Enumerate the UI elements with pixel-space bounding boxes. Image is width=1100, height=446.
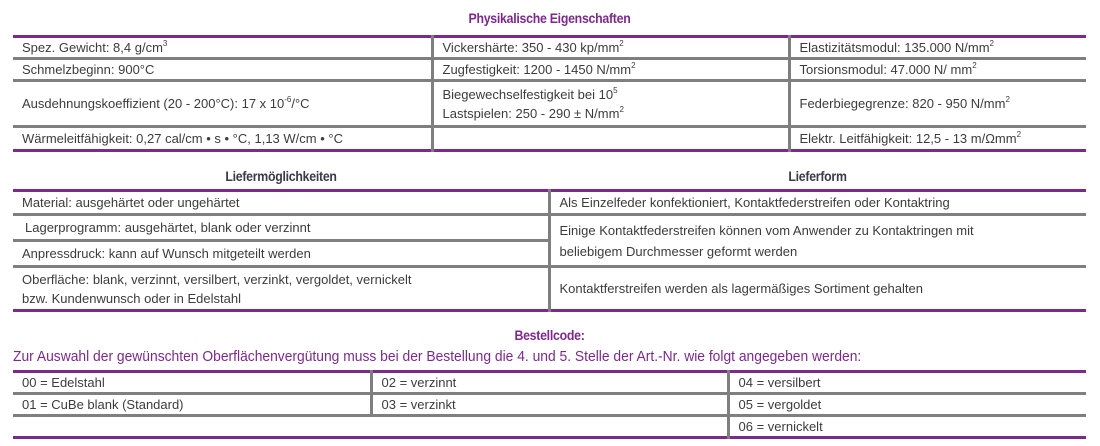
table-cell — [371, 416, 728, 438]
delivery-options-title: Liefermöglichkeiten — [225, 168, 337, 184]
table-cell: Elektr. Leitfähigkeit: 12,5 - 13 m/Ωmm$^2$ — [789, 127, 1086, 151]
table-cell: 00 = Edelstahl — [13, 372, 371, 394]
delivery-table — [13, 189, 1086, 312]
physical-properties-title: Physikalische Eigenschaften — [468, 10, 631, 26]
table-row — [13, 37, 1086, 59]
table-cell: 01 = CuBe blank (Standard) — [13, 394, 371, 416]
table-cell: Spez. Gewicht: 8,4 $g/cm^3$ — [13, 37, 432, 59]
order-code-instruction: Zur Auswahl der gewünschten Oberflächenvergütung muss bei der Bestellung die 4. und 5. Stelle der Art.-Nr. wie folgt angegeben werden: — [13, 349, 862, 365]
table-cell: Oberfläche: blank, verzinnt, versilbert, verzinkt, vergoldet, vernickelt bzw. Kundenwunsch oder in Edelstahl — [13, 267, 549, 311]
table-cell: Elastizitätsmodul: 135.000 $N/mm^2$ — [789, 37, 1086, 59]
table-row — [13, 127, 1086, 151]
table-row — [13, 267, 1086, 311]
table-row — [13, 372, 1086, 394]
table-cell: Lagerprogramm: ausgehärtet, blank oder verzinnt — [13, 215, 549, 241]
table-cell: 06 = vernickelt — [728, 416, 1086, 438]
table-cell: 05 = vergoldet — [728, 394, 1086, 416]
table-cell: Zugfestigkeit: 1200 - 1450 $N/mm^2$ — [432, 59, 789, 81]
table-cell: Material: ausgehärtet oder ungehärtet — [13, 191, 549, 215]
table-cell: Einige Kontaktfederstreifen können vom Anwender zu Kontaktringen mit beliebigem Durchmesser geformt werden — [549, 215, 1086, 267]
table-cell: Federbiegegrenze: 820 - 950 $N/mm^2$ — [789, 81, 1086, 127]
physical-properties-table — [13, 35, 1086, 152]
table-cell: Kontaktferstreifen werden als lagermäßiges Sortiment gehalten — [549, 267, 1086, 311]
table-cell: Wärmeleitfähigkeit: 0,27 cal/cm • s • °C, 1,13 W/cm • °C — [13, 127, 432, 151]
table-cell: 02 = verzinnt — [371, 372, 728, 394]
table-cell: Schmelzbeginn: 900°C — [13, 59, 432, 81]
table-row — [13, 81, 1086, 127]
table-cell — [432, 127, 789, 151]
order-code-table — [13, 370, 1086, 439]
table-row — [13, 394, 1086, 416]
table-cell: Torsionsmodul: 47.000 N/ $mm^2$ — [789, 59, 1086, 81]
table-cell: 04 = versilbert — [728, 372, 1086, 394]
table-row — [13, 416, 1086, 438]
table-row — [13, 59, 1086, 81]
table-cell: Vickershärte: 350 - 430 $kp/mm^2$ — [432, 37, 789, 59]
table-cell — [13, 416, 371, 438]
table-cell: Anpressdruck: kann auf Wunsch mitgeteilt werden — [13, 241, 549, 267]
table-cell: Biegewechselfestigkeit bei $10^5$ Lastspielen: $250 - 290 \pm N/mm^2$ — [432, 81, 789, 127]
order-code-title: Bestellcode: — [514, 327, 585, 343]
delivery-form-title: Lieferform — [788, 168, 847, 184]
table-row — [13, 191, 1086, 215]
table-row — [13, 215, 1086, 241]
table-cell: 03 = verzinkt — [371, 394, 728, 416]
table-cell: Ausdehnungskoeffizient (20 - 200°C): 17 x $10^{-6}/^\circ C$ — [13, 81, 432, 127]
table-cell: Als Einzelfeder konfektioniert, Kontaktfederstreifen oder Kontaktring — [549, 191, 1086, 215]
